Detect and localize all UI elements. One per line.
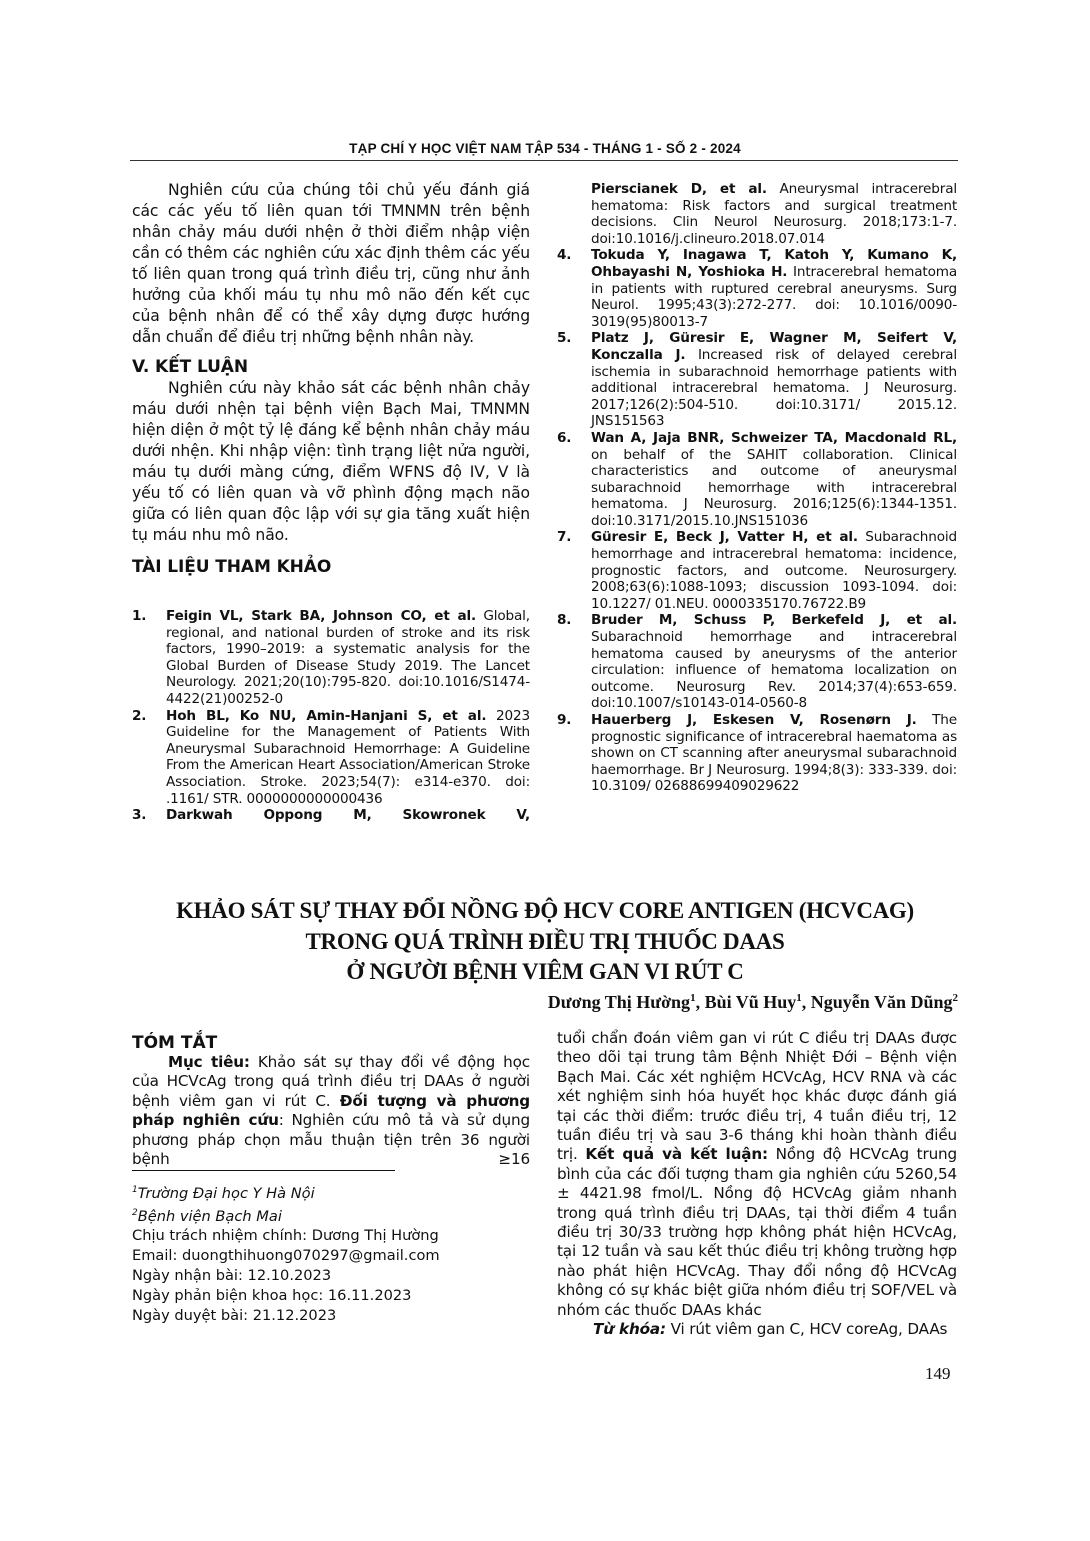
references-heading: TÀI LIỆU THAM KHẢO — [132, 557, 332, 577]
reference-item — [132, 807, 530, 824]
reference-authors: Hauerberg J, Eskesen V, Rosenørn J. — [591, 712, 917, 728]
reference-number: 9. — [557, 712, 572, 728]
title-line: TRONG QUÁ TRÌNH ĐIỀU TRỊ THUỐC DAAS — [305, 928, 785, 954]
reference-number: 7. — [557, 529, 572, 546]
conclusion-paragraph: Nghiên cứu này khảo sát các bệnh nhân chảy máu dưới nhện tại bệnh viện Bạch Mai, TMNMN hiện diện ở một tỷ lệ đáng kể bệnh nhân chảy máu dưới nhện. Khi nhập viện: tình trạng liệt nửa người, máu tụ dưới màng cứng, điểm WFNS độ IV, V là yếu tố có liên quan và vỡ phình động mạch não giữa có liên quan độc lập với sự gia tăng xuất hiện tụ máu nhu mô não. — [132, 379, 530, 544]
discussion-paragraph: Nghiên cứu của chúng tôi chủ yếu đánh giá các các yếu tố liên quan tới TMNMN trên bệnh nhân chảy máu dưới nhện ở thời điểm nhập viện cần có thêm các nghiên cứu xác định thêm các yếu tố liên quan trong quá trình điều trị, cũng như ảnh hưởng của khối máu tụ nhu mô não đến kết cục của bệnh nhân để có thể xây dựng được hướng dẫn chuẩn để điều trị những bệnh nhân này. — [132, 181, 530, 346]
date-received: Ngày nhận bài: 12.10.2023 — [132, 1266, 332, 1284]
abstract-left — [132, 1053, 530, 1169]
reference-text: Intracerebral hematoma in patients with ruptured cerebral aneurysms. Surg Neurol. 1995;43(3):272-277. doi: 10.1016/0090-3019(95)80013-7 — [591, 263, 958, 330]
methods-text-cont: tuổi chẩn đoán viêm gan vi rút C điều trị DAAs được theo dõi tại trung tâm Bệnh Nhiệt Đới – Bệnh viện Bạch Mai. Các xét nghiệm HCVcAg, HCV RNA và các xét nghiệm sinh hóa huyết học khác được đánh giá tại các thời điểm: trước điều trị, 4 tuần điều trị, 12 tuần điều trị và sau 3-6 tháng khi hoàn thành điều trị. — [557, 1029, 957, 1164]
reference-number: 8. — [557, 612, 572, 629]
reference-number: 5. — [557, 330, 572, 347]
left-column-top — [132, 180, 530, 577]
footnotes — [132, 1181, 440, 1325]
corresponding-author: Chịu trách nhiệm chính: Dương Thị Hường — [132, 1227, 439, 1245]
references-right — [557, 181, 957, 795]
references-left — [132, 608, 530, 824]
abstract-heading-text: TÓM TẮT — [132, 1033, 218, 1053]
results-text: Nồng độ HCVcAg trung bình của các đối tượng tham gia nghiên cứu 5260,54 ± 4421.98 fmol/L. Nồng độ HCVcAg giảm nhanh trong quá trình điều trị DAAs, tại thời điểm 4 tuần điều trị 30/33 trường hợp không phát hiện HCVcAg, tại 12 tuần và sau kết thúc điều trị không trường hợp nào phát hiện HCVcAg. Thay đổi nồng độ HCVcAg không có sự khác biệt giữa nhóm điều trị SOF/VEL và nhóm các thuốc DAAs khác — [557, 1145, 958, 1319]
keywords-text: Vi rút viêm gan C, HCV coreAg, DAAs — [665, 1320, 948, 1339]
reference-item — [557, 612, 957, 712]
page-number: 149 — [925, 1364, 951, 1383]
separator: , — [695, 992, 705, 1012]
reference-authors: Pierscianek D, et al. — [591, 181, 767, 197]
reference-item — [557, 247, 957, 330]
email: Email: duongthihuong070297@gmail.com — [132, 1247, 440, 1265]
author-affiliation: 1 — [690, 992, 696, 1004]
results-label: Kết quả và kết luận: — [585, 1145, 768, 1164]
objective-text: Khảo sát sự thay đổi về động học của HCVcAg trong quá trình điều trị DAAs ở người bệnh viêm gan vi rút C. — [132, 1053, 530, 1110]
reference-authors: Bruder M, Schuss P, Berkefeld J, et al. — [591, 612, 957, 629]
reference-text: on behalf of the SAHIT collaboration. Clinical characteristics and outcome of aneurysmal subarachnoid hemorrhage with intracerebral hematoma. J Neurosurg. 2016;125(6):1344-1351. doi:10.3171/2015.10.JNS151036 — [591, 446, 957, 529]
reference-text: The prognostic significance of intracerebral haematoma as shown on CT scanning after aneurysmal subarachnoid haemorrhage. Br J Neurosurg. 1994;8(3): 333-339. doi: 10.3109/ 02688699409029622 — [591, 712, 957, 795]
reference-text: 2023 Guideline for the Management of Patients With Aneurysmal Subarachnoid Hemorrhage: A Guideline From the American Heart Association/American Stroke Association. Stroke. 2023;54(7): e314-e370. doi: .1161/ STR. 0000000000000436 — [166, 707, 530, 807]
reference-number: 1. — [132, 608, 147, 624]
reference-item — [557, 430, 957, 530]
date-accepted: Ngày duyệt bài: 21.12.2023 — [132, 1306, 337, 1324]
author-name: Bùi Vũ Huy — [704, 992, 797, 1012]
abstract-heading — [132, 1033, 217, 1053]
methods-text: : Nghiên cứu mô tả và sử dụng phương pháp chọn mẫu thuận tiện trên 36 người bệnh ≥16 — [132, 1111, 530, 1169]
methods-label: Đối tượng và phương pháp nghiên cứu — [132, 1091, 530, 1130]
reference-authors: Feigin VL, Stark BA, Johnson CO, et al. — [166, 608, 476, 624]
keywords-label: Từ khóa: — [593, 1320, 666, 1339]
author-name: Dương Thị Hường — [547, 992, 691, 1012]
author-name: Nguyễn Văn Dũng — [810, 992, 953, 1012]
reference-text: Aneurysmal intracerebral hematoma: Risk factors and surgical treatment decisions. Clin Neurol Neurosurg. 2018;173:1-7. doi:10.1016/j.clineuro.2018.07.014 — [591, 181, 957, 247]
reference-text: Increased risk of delayed cerebral ischemia in subarachnoid hemorrhage patients with additional intracerebral hematoma. J Neurosurg. 2017;126(2):504-510. doi:10.3171/ 2015.12. JNS151563 — [591, 346, 957, 430]
reference-item — [132, 608, 530, 708]
author-affiliation: 1 — [796, 992, 802, 1004]
reference-item — [557, 529, 957, 612]
reference-item — [557, 712, 957, 795]
affiliation-1: Trường Đại học Y Hà Nội — [137, 1184, 315, 1202]
objective-label: Mục tiêu: — [168, 1053, 250, 1071]
title-line: KHẢO SÁT SỰ THAY ĐỔI NỒNG ĐỘ HCV CORE ANTIGEN (HCVCAG) — [176, 898, 914, 923]
reference-number: 3. — [132, 807, 147, 824]
reference-authors: Darkwah Oppong M, Skowronek V, — [166, 807, 530, 824]
header-rule — [130, 160, 958, 161]
title-line: Ở NGƯỜI BỆNH VIÊM GAN VI RÚT C — [346, 959, 744, 984]
footnote-marker: 2 — [132, 1207, 138, 1218]
journal-header: TẠP CHÍ Y HỌC VIỆT NAM TẬP 534 - THÁNG 1 - SỐ 2 - 2024 — [349, 141, 741, 156]
reference-authors: Platz J, Güresir E, Wagner M, Seifert V, Konczalla J. — [591, 330, 957, 363]
reference-authors: Wan A, Jaja BNR, Schweizer TA, Macdonald RL, — [591, 429, 957, 446]
footnote-rule — [132, 1170, 395, 1171]
reference-text: Global, regional, and national burden of stroke and its risk factors, 1990–2019: a systematic analysis for the Global Burden of Disease Study 2019. The Lancet Neurology. 2021;20(10):795-820. doi:10.1016/S1474-4422(21)00252-0 — [166, 608, 530, 707]
reference-number: 2. — [132, 707, 147, 724]
reference-item — [557, 330, 957, 430]
date-reviewed: Ngày phản biện khoa học: 16.11.2023 — [132, 1286, 412, 1304]
reference-item-continued — [557, 181, 957, 247]
conclusion-heading: V. KẾT LUẬN — [132, 357, 248, 377]
footnote-marker: 1 — [132, 1185, 138, 1195]
author-list — [548, 992, 958, 1013]
article-title — [140, 896, 950, 988]
reference-text: Subarachnoid hemorrhage and intracerebral hematoma caused by aneurysms of the anterior circulation: influence of hematoma localization on outcome. Neurosurg Rev. 2014;37(4):653-659. doi:10.1007/s10143-014-0560-8 — [591, 629, 957, 712]
author-affiliation: 2 — [952, 992, 958, 1004]
reference-text: Subarachnoid hemorrhage and intracerebral hematoma: incidence, prognostic factors, and outcome. Neurosurgery. 2008;63(6):1088-1093; discussion 1093-1094. doi: 10.1227/ 01.NEU. 0000335170.76722.B9 — [591, 529, 957, 612]
reference-item — [132, 708, 530, 808]
reference-number: 4. — [557, 247, 572, 264]
separator: , — [801, 992, 811, 1012]
abstract-right — [557, 1029, 957, 1340]
reference-authors: Tokuda Y, Inagawa T, Katoh Y, Kumano K, Ohbayashi N, Yoshioka H. — [591, 247, 957, 280]
affiliation-2: Bệnh viện Bạch Mai — [137, 1207, 282, 1225]
reference-authors: Güresir E, Beck J, Vatter H, et al. — [591, 529, 858, 546]
reference-number: 6. — [557, 429, 572, 446]
reference-authors: Hoh BL, Ko NU, Amin-Hanjani S, et al. — [166, 707, 487, 724]
